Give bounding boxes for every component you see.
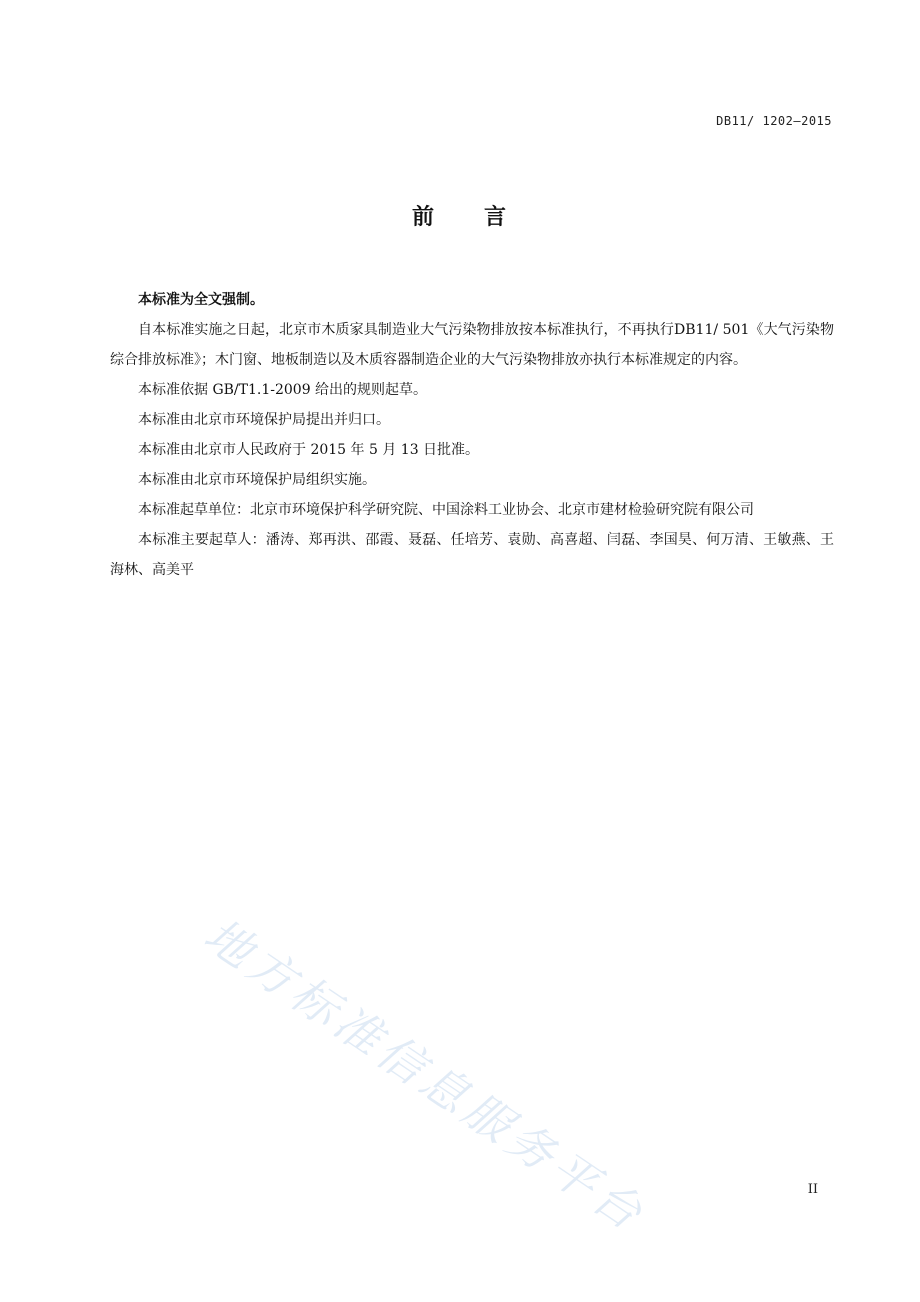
paragraph-implementation: 自本标准实施之日起，北京市木质家具制造业大气污染物排放按本标准执行，不再执行DB11/ 501《大气污染物综合排放标准》；木门窗、地板制造以及木质容器制造企业的大气污染物排放亦执行本标准规定的内容。 (110, 322, 834, 368)
paragraph-drafting-units: 本标准起草单位：北京市环境保护科学研究院、中国涂料工业协会、北京市建材检验研究院有限公司 (138, 502, 754, 518)
title-char-2: 言 (484, 205, 509, 230)
watermark: 地方标准信息服务平台 (194, 907, 657, 1244)
paragraph-approval: 本标准由北京市人民政府于 2015 年 5 月 13 日批准。 (138, 442, 480, 458)
paragraph-drafting-rules: 本标准依据 GB/T1.1-2009 给出的规则起草。 (138, 382, 428, 398)
paragraph-implementer: 本标准由北京市环境保护局组织实施。 (138, 472, 376, 488)
preface-body (110, 285, 834, 585)
title-char-1: 前 (411, 205, 436, 230)
page-number: II (807, 1182, 818, 1197)
paragraph-proposer: 本标准由北京市环境保护局提出并归口。 (138, 412, 390, 428)
paragraph-drafters: 本标准主要起草人：潘涛、郑再洪、邵霞、聂磊、任培芳、袁勋、高喜超、闫磊、李国昊、何万清、王敏燕、王海林、高美平 (110, 532, 834, 578)
document-code: DB11/ 1202—2015 (716, 114, 832, 128)
page-title (0, 200, 920, 231)
mandatory-statement: 本标准为全文强制。 (138, 292, 264, 308)
